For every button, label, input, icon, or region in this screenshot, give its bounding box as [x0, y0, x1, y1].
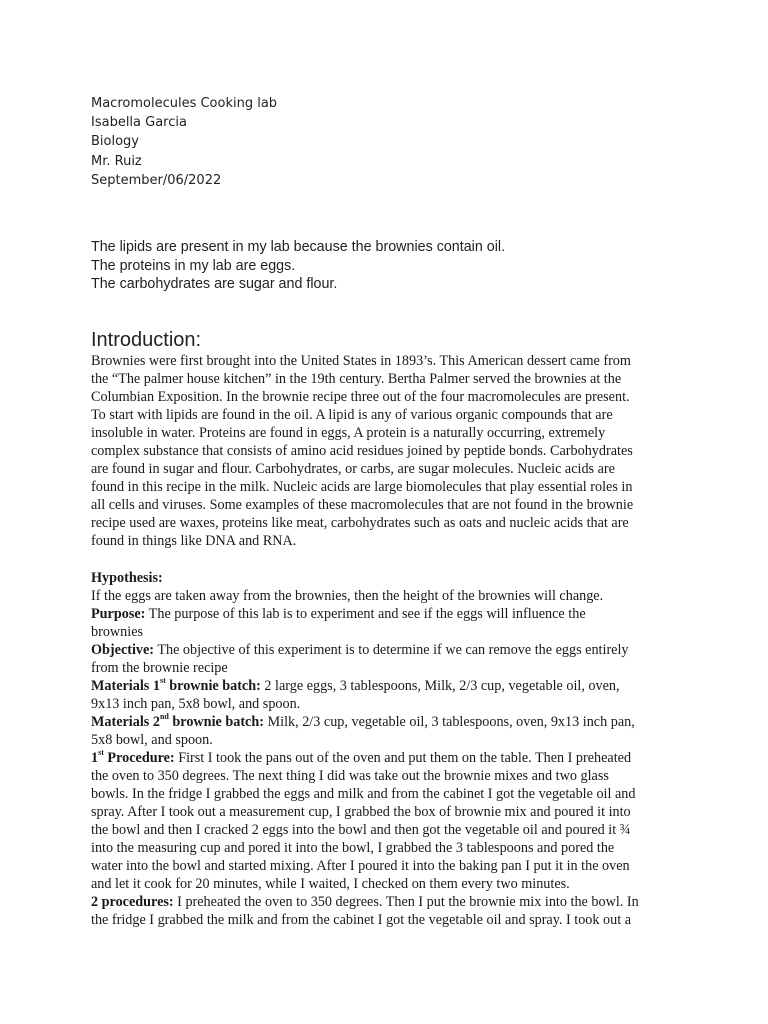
- materials1-label-sup: st: [159, 676, 166, 686]
- procedure1-text-cont: water into the bowl and started mixing. After I poured it into the baking pan I put it in the oven: [91, 858, 630, 875]
- materials1-text: 2 large eggs, 3 tablespoons, Milk, 2/3 cup, vegetable oil, oven,: [260, 677, 620, 694]
- procedure1-text-cont: bowls. In the fridge I grabbed the eggs and milk and from the cabinet I got the vegetable oil and: [91, 786, 636, 803]
- procedure1-text-cont: the oven to 350 degrees. The next thing I did was take out the brownie mixes and two glass: [91, 768, 609, 785]
- materials2-label: [91, 714, 264, 730]
- materials1-line: [91, 677, 671, 695]
- materials2-label-prefix: Materials 2: [91, 713, 160, 730]
- materials1-label-suffix: brownie batch:: [165, 677, 261, 694]
- procedure1-label-sup: st: [98, 748, 104, 758]
- purpose-label: Purpose:: [91, 605, 146, 622]
- purpose-line: [91, 605, 671, 623]
- procedure1-text-cont: into the measuring cup and pored it into the bowl, I grabbed the 3 tablespoons and pored the: [91, 840, 615, 857]
- intro-line: complex substance that consists of amino acid residues joined by peptide bonds. Carbohydrates: [91, 443, 633, 460]
- intro-line: Columbian Exposition. In the brownie recipe three out of the four macromolecules are present.: [91, 389, 630, 406]
- materials2-label-suffix: brownie batch:: [168, 713, 264, 730]
- objective-line: [91, 641, 671, 659]
- procedure1-text-cont: the bowl and then I cracked 2 eggs into the bowl and then got the vegetable oil and poured it ¾: [91, 822, 631, 839]
- materials1-label: [91, 678, 261, 694]
- introduction-heading: Introduction:: [91, 329, 202, 351]
- procedure1-label: [91, 750, 175, 766]
- objective-text-cont: from the brownie recipe: [91, 659, 228, 676]
- hypothesis-text: If the eggs are taken away from the brownies, then the height of the brownies will change.: [91, 587, 604, 604]
- procedure1-text-cont: spray. After I took out a measurement cup, I grabbed the box of brownie mix and poured it into: [91, 804, 631, 821]
- intro-line: To start with lipids are found in the oil. A lipid is any of various organic compounds that are: [91, 407, 613, 424]
- header-title: Macromolecules Cooking lab: [91, 96, 278, 111]
- intro-line: recipe used are waxes, proteins like meat, carbohydrates such as oats and nucleic acids that are: [91, 515, 629, 532]
- document-header: [91, 94, 277, 190]
- procedure1-label-prefix: 1: [91, 749, 99, 766]
- materials1-label-prefix: Materials 1: [91, 677, 160, 694]
- materials2-text-cont: 5x8 bowl, and spoon.: [91, 731, 213, 748]
- macromolecule-summary: [91, 238, 505, 294]
- intro-line: Brownies were first brought into the United States in 1893’s. This American dessert came from: [91, 353, 631, 369]
- summary-line: The proteins in my lab are eggs.: [91, 257, 296, 274]
- purpose-text: The purpose of this lab is to experiment and see if the eggs will influence the: [145, 605, 586, 622]
- procedure1-text: First I took the pans out of the oven and put them on the table. Then I preheated: [174, 749, 632, 766]
- objective-text: The objective of this experiment is to determine if we can remove the eggs entirely: [154, 641, 629, 658]
- paragraph-gap: [91, 551, 671, 569]
- intro-line: found in things like DNA and RNA.: [91, 533, 297, 550]
- materials2-line: [91, 713, 671, 731]
- procedure2-line: [91, 893, 671, 911]
- procedure1-label-suffix: Procedure:: [103, 749, 175, 766]
- procedure1-line: [91, 749, 671, 767]
- intro-line: the “The palmer house kitchen” in the 19th century. Bertha Palmer served the brownies at the: [91, 371, 622, 388]
- header-date: September/06/2022: [91, 172, 222, 188]
- procedure2-text: I preheated the oven to 350 degrees. Then I put the brownie mix into the bowl. In: [173, 894, 639, 911]
- intro-line: are found in sugar and flour. Carbohydrates, or carbs, are sugar molecules. Nucleic acids are: [91, 461, 615, 478]
- purpose-text-cont: brownies: [91, 623, 144, 640]
- header-subject: Biology: [91, 134, 139, 150]
- intro-line: all cells and viruses. Some examples of these macromolecules that are not found in the brownie: [91, 497, 634, 514]
- document-body: [91, 352, 671, 929]
- objective-label: Objective:: [91, 641, 155, 658]
- procedure1-text-cont: and let it cook for 20 minutes, while I waited, I checked on them every two minutes.: [91, 876, 570, 893]
- materials2-label-sup: nd: [159, 712, 169, 722]
- summary-line: The lipids are present in my lab because the brownies contain oil.: [91, 239, 506, 255]
- materials1-text-cont: 9x13 inch pan, 5x8 bowl, and spoon.: [91, 695, 301, 712]
- hypothesis-label-line: [91, 569, 671, 587]
- intro-line: found in this recipe in the milk. Nucleic acids are large biomolecules that play essential roles in: [91, 479, 633, 496]
- intro-line: insoluble in water. Proteins are found in eggs, A protein is a naturally occurring, extremely: [91, 425, 606, 442]
- header-teacher: Mr. Ruiz: [91, 153, 142, 169]
- hypothesis-label: Hypothesis:: [91, 569, 163, 586]
- materials2-text: Milk, 2/3 cup, vegetable oil, 3 tablespoons, oven, 9x13 inch pan,: [263, 713, 635, 730]
- summary-line: The carbohydrates are sugar and flour.: [91, 276, 338, 293]
- header-author: Isabella Garcia: [91, 115, 187, 131]
- procedure2-text-cont: the fridge I grabbed the milk and from the cabinet I got the vegetable oil and spray. I took out a: [91, 912, 631, 929]
- procedure2-label: 2 procedures:: [91, 894, 174, 911]
